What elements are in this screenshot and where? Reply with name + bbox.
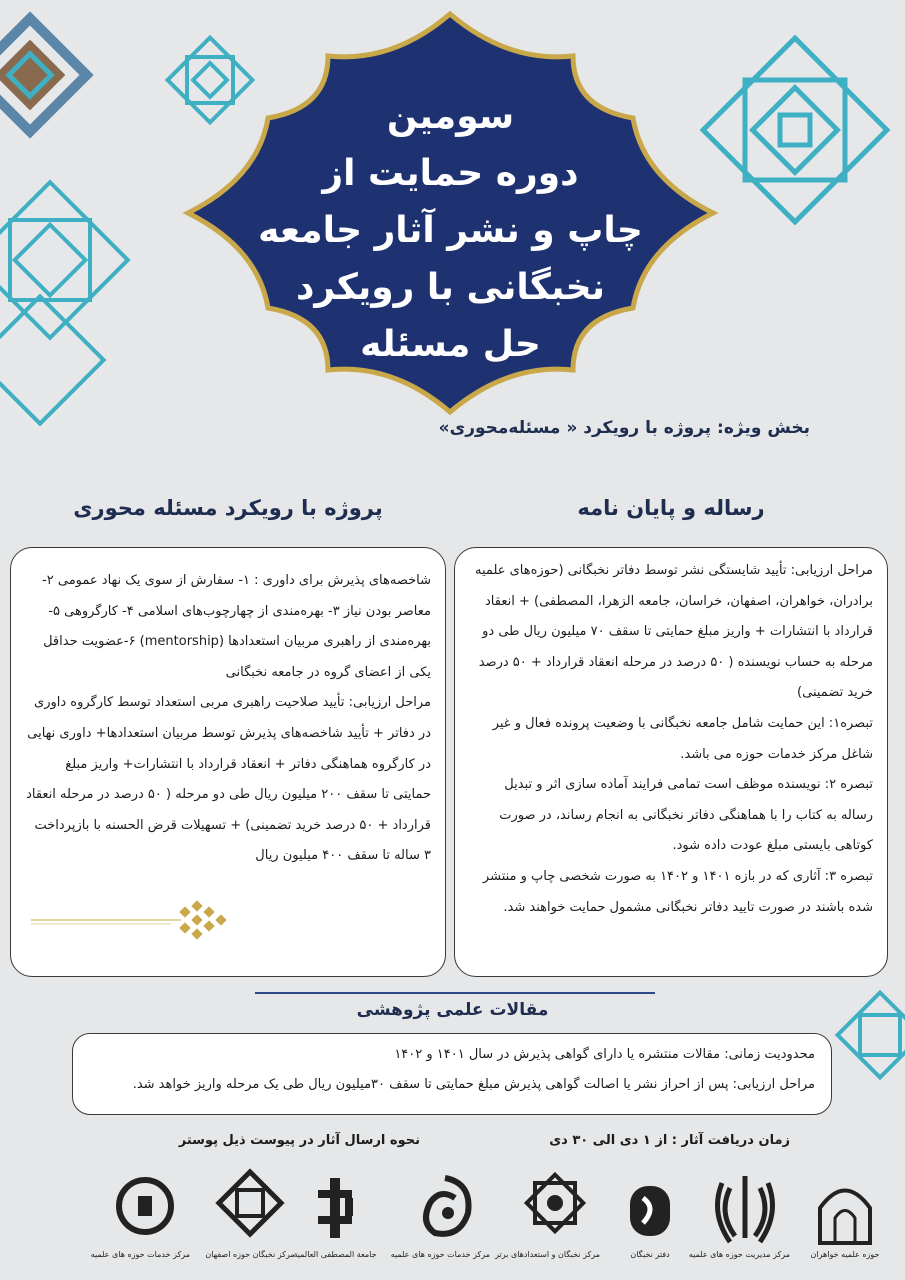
project-evaluation: مراحل ارزیابی: تأیید صلاحیت راهبری مربی استعداد توسط کارگروه داوری در دفاتر + تأیید شاخصه‌های پذیرش توسط مربیان استعدادها+ داوری نهایی در کارگروه هماهنگی دفاتر + انعقاد قرارداد با انتشارات+ واریز مبلغ حمایتی تا سقف ۲۰۰ میلیون ریال طی دو مرحله ( ۵۰ درصد در مرحله انعقاد قرارداد + ۵۰ درصد خرید تضمینی) + تسهیلات قرض الحسنه با بازپرداخت ۳ ساله تا سقف ۴۰۰ میلیون ریال bbox=[26, 695, 431, 864]
geometric-pattern-left bbox=[0, 160, 140, 420]
section-divider bbox=[255, 992, 655, 994]
thesis-box bbox=[454, 547, 888, 977]
logo-caption-2: مرکز مدیریت حوزه های علمیه bbox=[688, 1250, 790, 1259]
ornament-icon bbox=[31, 898, 231, 961]
services-center-logo-icon bbox=[390, 1168, 490, 1270]
logo-caption-1: حوزه علمیه خواهران bbox=[810, 1250, 880, 1259]
seminary-mosque-logo-icon bbox=[800, 1168, 890, 1270]
al-mustafa-logo-icon bbox=[290, 1168, 380, 1270]
geometric-pattern-top-left bbox=[0, 10, 110, 170]
title-line-3: چاپ و نشر آثار جامعه bbox=[258, 210, 643, 251]
elites-office-logo-icon bbox=[605, 1168, 695, 1270]
title-line-4: نخبگانی با رویکرد bbox=[295, 267, 606, 308]
logo-caption-5: مرکز خدمات حوزه های علمیه bbox=[390, 1250, 490, 1259]
logo-caption-3: دفتر نخبگان bbox=[630, 1250, 670, 1259]
thesis-heading: رساله و پایان نامه bbox=[577, 496, 765, 520]
thesis-note-1: تبصره۱: این حمایت شامل جامعه نخبگانی با وضعیت پرونده فعال و غیر شاغل مرکز خدمات حوزه می باشد. bbox=[492, 715, 873, 762]
elites-office-isfahan-logo-icon bbox=[205, 1168, 295, 1270]
submit-method: نحوه ارسال آثار در پیوست ذیل پوستر bbox=[178, 1133, 420, 1148]
special-section-subtitle: بخش ویژه: پروژه با رویکرد « مسئله‌محوری» bbox=[438, 418, 810, 438]
title-line-1: سومین bbox=[386, 96, 515, 137]
articles-box bbox=[72, 1033, 832, 1115]
iran-emblem-logo-icon bbox=[688, 1168, 790, 1270]
sponsor-logos bbox=[90, 1168, 895, 1273]
logo-caption-8: مرکز خدمات حوزه های علمیه bbox=[90, 1250, 190, 1259]
logo-caption-7: مرکز نخبگان حوزه اصفهان bbox=[205, 1250, 295, 1259]
receive-time: زمان دریافت آثار : از ۱ دی الی ۳۰ دی bbox=[549, 1133, 790, 1148]
logo-caption-6: جامعة المصطفی العالمیة bbox=[293, 1250, 377, 1259]
title-line-5: حل مسئله bbox=[360, 324, 541, 365]
project-criteria: شاخصه‌های پذیرش برای داوری : ۱- سفارش از سوی یک نهاد عمومی ۲- معاصر بودن نیاز ۳- بهره‌مندی از چهارچوب‌های اسلامی ۴- کارگروهی ۵- بهره‌مندی از راهبری مربیان استعدادها (mentorship) ۶-عضویت حداقل یکی از اعضای گروه در جامعه نخبگانی bbox=[42, 573, 431, 680]
articles-heading: مقالات علمی پژوهشی bbox=[356, 1000, 549, 1020]
talents-khorasan-logo-icon bbox=[495, 1168, 600, 1270]
title-line-2: دوره حمایت از bbox=[322, 153, 579, 194]
thesis-note-3: تبصره ۳: آثاری که در بازه ۱۴۰۱ و ۱۴۰۲ به صورت شخصی چاپ و منتشر شده باشند در صورت تایید دفاتر نخبگانی مشمول حمایت خواهند شد. bbox=[482, 868, 873, 915]
project-heading: پروژه با رویکرد مسئله محوری bbox=[73, 496, 383, 520]
logo-caption-4: مرکز نخبگان و استعدادهای برتر bbox=[495, 1250, 600, 1259]
articles-evaluation: مراحل ارزیابی: پس از احراز نشر یا اصالت گواهی پذیرش مبلغ حمایتی تا سقف ۳۰میلیون ریال طی یک مرحله واریز خواهد شد. bbox=[132, 1077, 815, 1092]
seminary-services-logo-icon bbox=[90, 1168, 190, 1270]
thesis-evaluation: مراحل ارزیابی: تأیید شایستگی نشر توسط دفاتر نخبگانی (حوزه‌های علمیه برادران، خواهران، اصفهان، خراسان، جامعه الزهرا، المصطفی) + انعقاد قرارداد با انتشارات + واریز مبلغ حمایتی تا سقف ۷۰ میلیون ریال طی دو مرحله به حساب نویسنده ( ۵۰ درصد در مرحله انعقاد قرارداد + ۵۰ درصد خرید تضمینی) bbox=[475, 563, 873, 701]
project-box bbox=[10, 547, 446, 977]
articles-time-limit: محدودیت زمانی: مقالات منتشره یا دارای گواهی پذیرش در سال ۱۴۰۱ و ۱۴۰۲ bbox=[394, 1047, 815, 1062]
thesis-note-2: تبصره ۲: نویسنده موظف است تمامی فرایند آماده سازی اثر و تبدیل رساله به کتاب را با هماهنگی دفاتر نخبگانی به انجام رساند، در صورت کوتاهی بایستی مبلغ عودت داده شود. bbox=[499, 777, 873, 854]
main-title bbox=[213, 88, 688, 373]
